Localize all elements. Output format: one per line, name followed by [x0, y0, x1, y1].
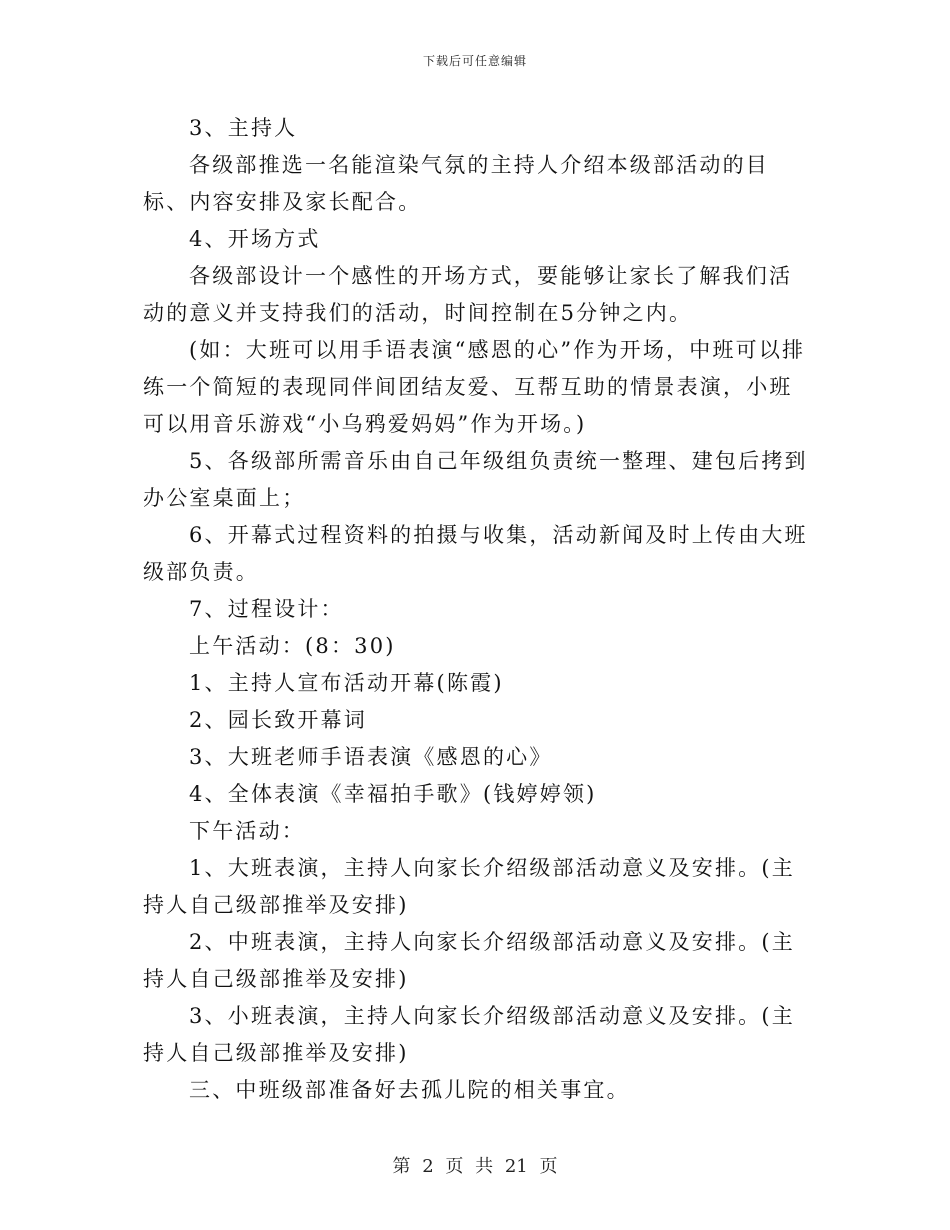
paragraph: 4、开场方式 [189, 227, 321, 251]
paragraph: 上午活动：(8：30) [189, 634, 396, 658]
paragraph: 7、过程设计： [189, 597, 344, 621]
page-number-footer: 第 2 页 共 21 页 [392, 1156, 558, 1177]
paragraph: 下午活动： [189, 819, 305, 843]
paragraph: 4、全体表演《幸福拍手歌》(钱婷婷领) [189, 782, 597, 806]
paragraph: 1、大班表演，主持人向家长介绍级部活动意义及安排。(主持人自己级部推举及安排) [143, 856, 795, 917]
paragraph: 3、大班老师手语表演《感恩的心》 [189, 745, 553, 769]
paragraph: 1、主持人宣布活动开幕(陈霞) [189, 671, 504, 695]
paragraph: 5、各级部所需音乐由自己年级组负责统一整理、建包后拷到办公室桌面上； [143, 449, 808, 510]
paragraph: (如：大班可以用手语表演“感恩的心”作为开场，中班可以排练一个简短的表现同伴间团结友爱、互帮互助的情景表演，小班可以用音乐游戏“小乌鸦爱妈妈”作为开场。) [143, 338, 806, 436]
paragraph: 6、开幕式过程资料的拍摄与收集，活动新闻及时上传由大班级部负责。 [143, 523, 808, 584]
paragraph: 各级部推选一名能渲染气氛的主持人介绍本级部活动的目标、内容安排及家长配合。 [143, 153, 769, 214]
paragraph: 三、中班级部准备好去孤儿院的相关事宜。 [189, 1078, 630, 1102]
document-body [143, 110, 811, 1109]
page-header-note: 下载后可任意编辑 [422, 54, 527, 68]
paragraph: 3、小班表演，主持人向家长介绍级部活动意义及安排。(主持人自己级部推举及安排) [143, 1004, 795, 1065]
paragraph: 各级部设计一个感性的开场方式，要能够让家长了解我们活动的意义并支持我们的活动，时间控制在5分钟之内。 [143, 264, 793, 325]
paragraph: 3、主持人 [189, 116, 298, 140]
paragraph: 2、园长致开幕词 [189, 708, 367, 732]
paragraph: 2、中班表演，主持人向家长介绍级部活动意义及安排。(主持人自己级部推举及安排) [143, 930, 795, 991]
